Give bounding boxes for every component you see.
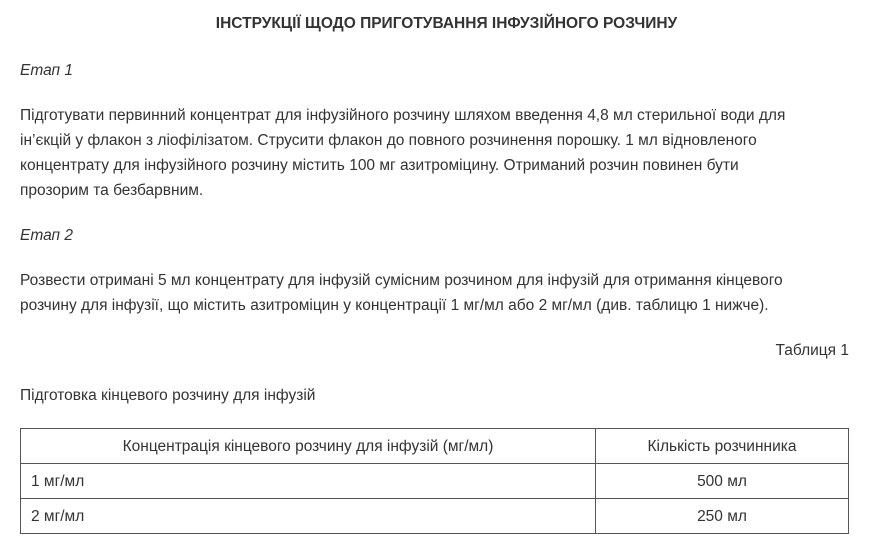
- document-title: ІНСТРУКЦІЇ ЩОДО ПРИГОТУВАННЯ ІНФУЗІЙНОГО РОЗЧИНУ: [215, 15, 678, 32]
- table-cell-solvent-amount: 500 мл: [596, 464, 849, 499]
- stage-2-text: [20, 268, 860, 318]
- stage-2-line: розчину для інфузії, що містить азитроміцин у концентрації 1 мг/мл або 2 мг/мл (див. таблицю 1 нижче).: [20, 297, 769, 314]
- table-header-solvent-amount: Кількість розчинника: [596, 429, 849, 464]
- table-number-label: Таблиця 1: [775, 342, 849, 359]
- table-cell-concentration: 2 мг/мл: [21, 499, 596, 534]
- stage-1-line: Підготувати первинний концентрат для інфузійного розчину шляхом введення 4,8 мл стерильної води для: [20, 107, 786, 124]
- table-row: [21, 464, 849, 499]
- table-header-row: [21, 429, 849, 464]
- stage-1-label: Етап 1: [20, 62, 73, 79]
- table-row: [21, 499, 849, 534]
- stage-2-line: Розвести отримані 5 мл концентрату для інфузій сумісним розчином для інфузій для отримання кінцевого: [20, 272, 783, 289]
- table-cell-solvent-amount: 250 мл: [596, 499, 849, 534]
- stage-1-line: концентрату для інфузійного розчину містить 100 мг азитроміцину. Отриманий розчин повинен бути: [20, 157, 739, 174]
- dilution-table: [20, 428, 849, 534]
- stage-1-line: прозорим та безбарвним.: [20, 182, 204, 199]
- stage-1-line: ін’єкцій у флакон з ліофілізатом. Струсити флакон до повного розчинення порошку. 1 мл відновленого: [20, 132, 757, 149]
- table-header-concentration: Концентрація кінцевого розчину для інфузій (мг/мл): [21, 429, 596, 464]
- stage-1-text: [20, 103, 860, 203]
- stage-2-label: Етап 2: [20, 227, 73, 244]
- table-caption: Підготовка кінцевого розчину для інфузій: [20, 387, 316, 404]
- table-cell-concentration: 1 мг/мл: [21, 464, 596, 499]
